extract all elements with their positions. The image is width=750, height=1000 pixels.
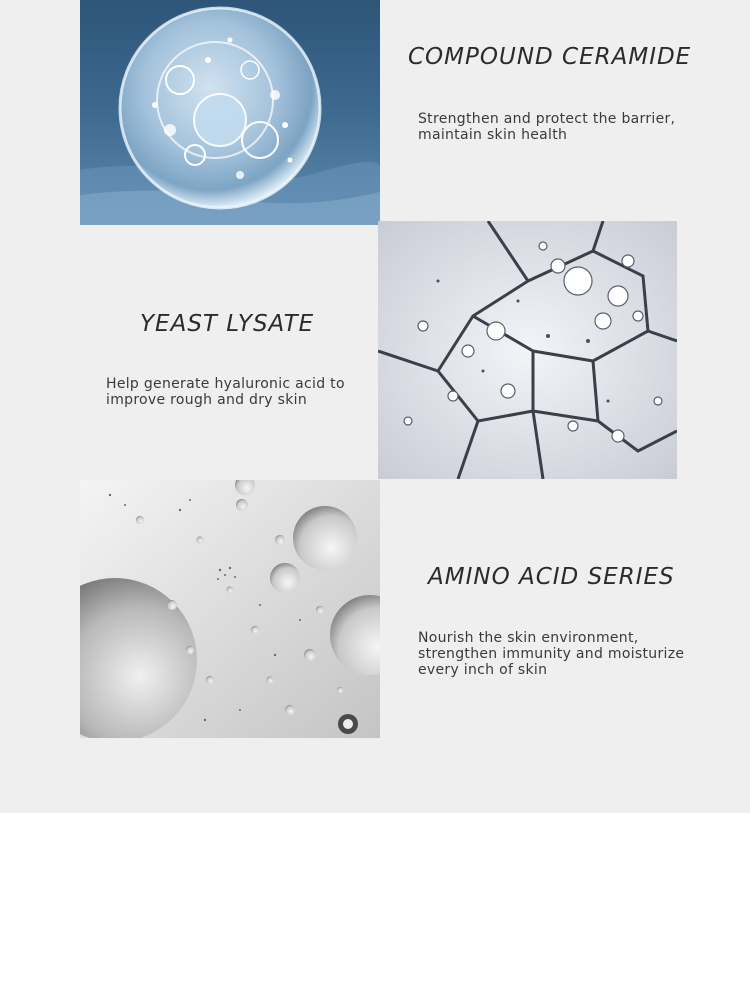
description-line: improve rough and dry skin — [106, 392, 308, 408]
foam-bubbles-photo — [378, 221, 677, 479]
ingredient-title: YEAST LYSATE — [140, 311, 315, 337]
description-line: every inch of skin — [418, 662, 548, 678]
oil-bubbles-photo — [80, 480, 380, 738]
description-line: Help generate hyaluronic acid to — [106, 376, 345, 392]
description-line: strengthen immunity and moisturize — [418, 646, 685, 662]
ingredient-description — [418, 111, 675, 143]
description-line: Strengthen and protect the barrier, — [418, 111, 676, 127]
ingredient-description — [418, 630, 684, 678]
ingredient-title: COMPOUND CERAMIDE — [408, 44, 692, 70]
ingredient-title: AMINO ACID SERIES — [428, 564, 675, 590]
description-line: maintain skin health — [418, 127, 568, 143]
description-line: Nourish the skin environment, — [418, 630, 639, 646]
water-droplet-photo — [80, 0, 380, 225]
ingredient-description — [106, 376, 345, 408]
